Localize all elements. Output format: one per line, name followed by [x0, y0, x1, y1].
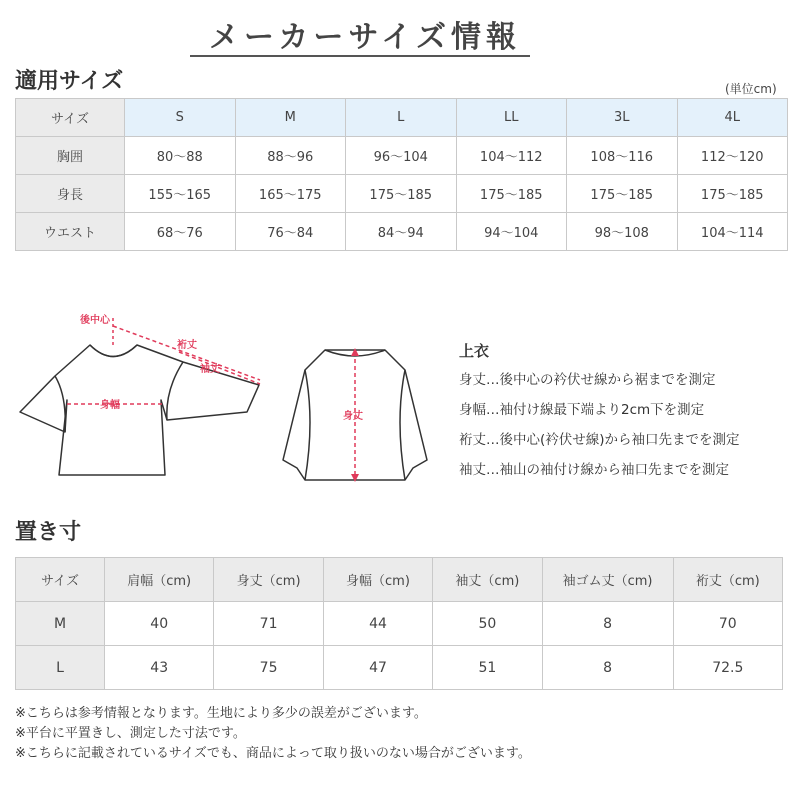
row-size-label: M: [16, 602, 105, 646]
description-line: 裄丈…後中心(衿伏せ線)から袖口先までを測定: [459, 432, 740, 448]
table-cell: 84～94: [346, 213, 457, 251]
table-cell: 96～104: [346, 137, 457, 175]
dimensions-table: [15, 557, 783, 690]
header-cell: サイズ: [16, 558, 105, 602]
table-cell: 112～120: [677, 137, 788, 175]
label-sode: 袖丈: [200, 364, 220, 375]
size-col-header: LL: [456, 99, 567, 137]
table-cell: 76～84: [235, 213, 346, 251]
table-row: [16, 137, 788, 175]
header-cell: 裄丈（cm): [673, 558, 782, 602]
table-cell: 175～185: [456, 175, 567, 213]
table-cell: 98～108: [567, 213, 678, 251]
table-cell: 175～185: [677, 175, 788, 213]
label-mihaba: 身幅: [100, 400, 120, 411]
row-label: ウエスト: [16, 213, 125, 251]
table-cell: 175～185: [346, 175, 457, 213]
header-cell: 肩幅（cm): [105, 558, 214, 602]
notes: [15, 704, 785, 764]
size-col-header: 3L: [567, 99, 678, 137]
note-line: ※こちらに記載されているサイズでも、商品によって取り扱いのない場合がございます。: [15, 746, 531, 761]
table-cell: 8: [542, 646, 673, 690]
size-col-header: S: [125, 99, 236, 137]
table-cell: 88～96: [235, 137, 346, 175]
note-line: ※平台に平置きし、測定した寸法です。: [15, 726, 246, 741]
title-underline: [190, 55, 530, 57]
note-line: ※こちらは参考情報となります。生地により多少の誤差がございます。: [15, 706, 427, 721]
size-col-header: 4L: [677, 99, 788, 137]
table-cell: 68～76: [125, 213, 236, 251]
description-line: 袖丈…袖山の袖付け線から袖口先までを測定: [459, 462, 729, 478]
label-yuki: 裄丈: [177, 340, 197, 351]
table-row: [16, 646, 783, 690]
fit-size-table: [15, 98, 788, 251]
page-title: メーカーサイズ情報: [209, 20, 521, 55]
table-cell: 108～116: [567, 137, 678, 175]
row-label: 身長: [16, 175, 125, 213]
garment-measurement-diagram: [15, 300, 455, 500]
label-mitake: 身丈: [343, 411, 363, 422]
table-cell: 71: [214, 602, 323, 646]
table-cell: 104～112: [456, 137, 567, 175]
size-col-header: M: [235, 99, 346, 137]
table-cell: 104～114: [677, 213, 788, 251]
header-cell: 袖ゴム丈（cm): [542, 558, 673, 602]
table-row: [16, 175, 788, 213]
table-header-row: [16, 99, 788, 137]
table-cell: 75: [214, 646, 323, 690]
table-cell: 155～165: [125, 175, 236, 213]
garment-front-outline: [20, 345, 259, 475]
description-heading: 上衣: [459, 342, 490, 360]
header-size-label: サイズ: [16, 99, 125, 137]
table-cell: 72.5: [673, 646, 782, 690]
description-line: 身丈…後中心の衿伏せ線から裾までを測定: [459, 372, 716, 388]
table-cell: 175～185: [567, 175, 678, 213]
row-label: 胸囲: [16, 137, 125, 175]
table-header-row: [16, 558, 783, 602]
table-cell: 50: [433, 602, 542, 646]
table-cell: 40: [105, 602, 214, 646]
fit-section-heading: 適用サイズ: [15, 69, 124, 94]
table-cell: 165～175: [235, 175, 346, 213]
description-line: 身幅…袖付け線最下端より2cm下を測定: [459, 402, 705, 418]
row-size-label: L: [16, 646, 105, 690]
header-cell: 袖丈（cm): [433, 558, 542, 602]
table-row: [16, 602, 783, 646]
table-cell: 8: [542, 602, 673, 646]
table-cell: 43: [105, 646, 214, 690]
size-col-header: L: [346, 99, 457, 137]
unit-label: (単位cm): [725, 82, 777, 96]
label-back-center: 後中心: [80, 315, 110, 326]
table-cell: 94～104: [456, 213, 567, 251]
header-cell: 身丈（cm): [214, 558, 323, 602]
header-cell: 身幅（cm): [323, 558, 432, 602]
table-cell: 80～88: [125, 137, 236, 175]
table-cell: 70: [673, 602, 782, 646]
table-cell: 44: [323, 602, 432, 646]
table-row: [16, 213, 788, 251]
measurement-description: [459, 340, 794, 485]
table-cell: 47: [323, 646, 432, 690]
table-cell: 51: [433, 646, 542, 690]
dimensions-section-heading: 置き寸: [15, 520, 82, 545]
